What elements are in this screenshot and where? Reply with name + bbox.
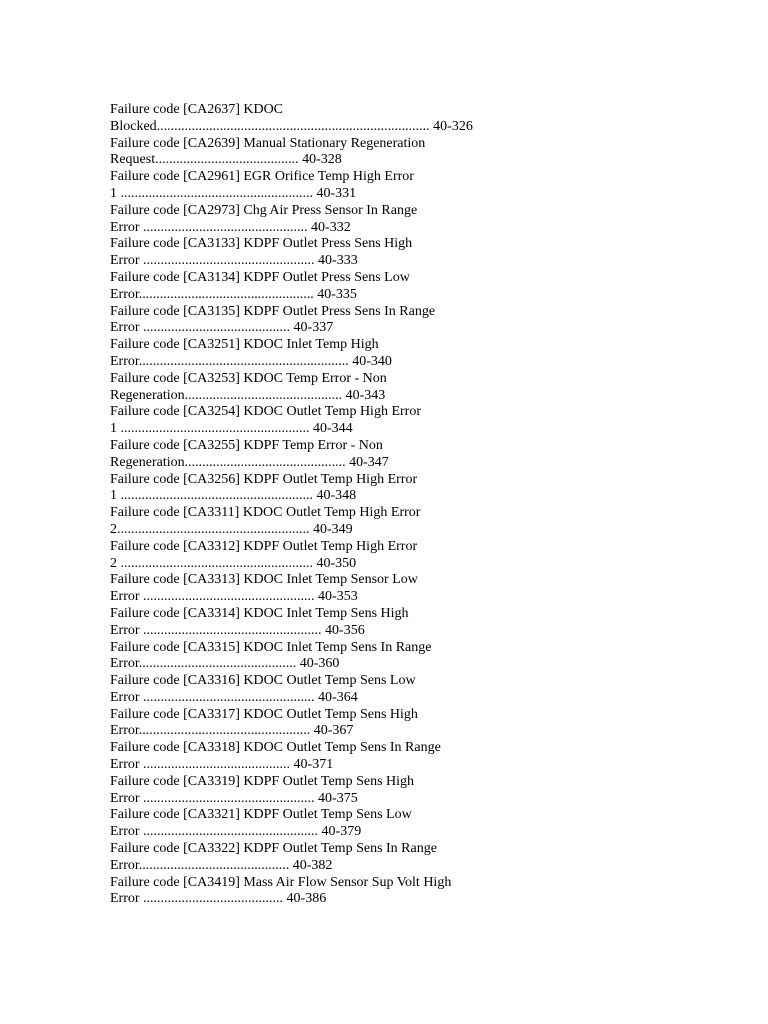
toc-entry-page-ref: Error.................................................. 40-335	[110, 286, 357, 302]
toc-entry-title: Failure code [CA3321] KDPF Outlet Temp Sens Low	[110, 807, 412, 823]
toc-entry-title: Failure code [CA3134] KDPF Outlet Press Sens Low	[110, 269, 410, 285]
toc-entry-title: Failure code [CA3253] KDOC Temp Error - Non	[110, 370, 387, 386]
toc-entry-title: Failure code [CA3133] KDPF Outlet Press Sens High	[110, 236, 413, 252]
toc-entry-page-ref: Error............................................................ 40-340	[110, 353, 392, 369]
toc-entry-page-ref: Error................................................. 40-367	[110, 723, 354, 739]
toc-entry-title: Failure code [CA3313] KDOC Inlet Temp Sensor Low	[110, 572, 418, 588]
toc-entry-title: Failure code [CA3256] KDPF Outlet Temp High Error	[110, 471, 418, 487]
toc-entry-title: Failure code [CA3254] KDOC Outlet Temp High Error	[110, 404, 421, 420]
toc-entry-page-ref: 2 ....................................................... 40-350	[110, 555, 357, 571]
table-of-contents	[110, 102, 670, 908]
toc-entry	[110, 472, 670, 506]
toc-entry-page-ref: Error ................................................... 40-356	[110, 622, 365, 638]
toc-entry-title: Failure code [CA3135] KDPF Outlet Press Sens In Range	[110, 303, 436, 319]
toc-entry	[110, 774, 670, 808]
toc-entry-page-ref: Regeneration.............................................. 40-347	[110, 454, 389, 470]
toc-entry-page-ref: 2....................................................... 40-349	[110, 521, 353, 537]
toc-entry-page-ref: Blocked.............................................................................. 40-326	[110, 118, 473, 134]
toc-entry-page-ref: Request......................................... 40-328	[110, 152, 342, 168]
toc-entry-page-ref: Error ............................................... 40-332	[110, 219, 351, 235]
toc-entry-page-ref: 1 ....................................................... 40-348	[110, 488, 357, 504]
toc-entry-title: Failure code [CA2639] Manual Stationary Regeneration	[110, 135, 426, 151]
toc-entry-title: Failure code [CA3322] KDPF Outlet Temp Sens In Range	[110, 841, 437, 857]
toc-entry-title: Failure code [CA3315] KDOC Inlet Temp Sens In Range	[110, 639, 432, 655]
toc-entry-title: Failure code [CA3255] KDPF Temp Error - Non	[110, 437, 383, 453]
toc-entry	[110, 539, 670, 573]
toc-entry-title: Failure code [CA3251] KDOC Inlet Temp High	[110, 337, 379, 353]
toc-entry	[110, 572, 670, 606]
toc-entry-page-ref: Error .......................................... 40-337	[110, 320, 334, 336]
toc-entry-page-ref: Error .................................................. 40-379	[110, 824, 362, 840]
toc-entry-title: Failure code [CA3311] KDOC Outlet Temp High Error	[110, 505, 421, 521]
toc-entry-title: Failure code [CA3318] KDOC Outlet Temp Sens In Range	[110, 740, 441, 756]
toc-entry	[110, 707, 670, 741]
toc-entry-page-ref: Error ................................................. 40-333	[110, 253, 358, 269]
toc-entry-title: Failure code [CA2973] Chg Air Press Sensor In Range	[110, 202, 418, 218]
toc-entry-page-ref: Error............................................. 40-360	[110, 656, 340, 672]
toc-entry-page-ref: 1 ...................................................... 40-344	[110, 421, 353, 437]
toc-entry-page-ref: Regeneration............................................. 40-343	[110, 387, 386, 403]
toc-entry-title: Failure code [CA2961] EGR Orifice Temp High Error	[110, 169, 414, 185]
toc-entry	[110, 875, 670, 909]
toc-entry	[110, 606, 670, 640]
toc-entry	[110, 438, 670, 472]
toc-entry-page-ref: Error ................................................. 40-364	[110, 689, 358, 705]
toc-entry	[110, 136, 670, 170]
toc-entry-title: Failure code [CA2637] KDOC	[110, 102, 284, 117]
toc-entry	[110, 841, 670, 875]
toc-entry	[110, 807, 670, 841]
toc-entry	[110, 371, 670, 405]
toc-entry-title: Failure code [CA3319] KDPF Outlet Temp Sens High	[110, 773, 415, 789]
toc-entry	[110, 404, 670, 438]
toc-entry	[110, 203, 670, 237]
toc-entry	[110, 169, 670, 203]
toc-entry	[110, 673, 670, 707]
toc-entry	[110, 236, 670, 270]
toc-entry-title: Failure code [CA3314] KDOC Inlet Temp Sens High	[110, 605, 409, 621]
toc-entry	[110, 740, 670, 774]
toc-entry	[110, 304, 670, 338]
toc-entry-title: Failure code [CA3312] KDPF Outlet Temp High Error	[110, 538, 418, 554]
toc-entry-page-ref: 1 ....................................................... 40-331	[110, 185, 357, 201]
toc-entry-page-ref: Error ........................................ 40-386	[110, 891, 327, 907]
toc-entry	[110, 640, 670, 674]
toc-entry	[110, 337, 670, 371]
toc-entry	[110, 270, 670, 304]
toc-entry	[110, 102, 670, 136]
toc-entry	[110, 505, 670, 539]
toc-entry-title: Failure code [CA3316] KDOC Outlet Temp Sens Low	[110, 673, 416, 689]
toc-entry-title: Failure code [CA3419] Mass Air Flow Sensor Sup Volt High	[110, 874, 452, 890]
toc-entry-page-ref: Error........................................... 40-382	[110, 857, 333, 873]
toc-entry-page-ref: Error ................................................. 40-353	[110, 589, 358, 605]
toc-entry-page-ref: Error ................................................. 40-375	[110, 790, 358, 806]
toc-entry-title: Failure code [CA3317] KDOC Outlet Temp Sens High	[110, 706, 418, 722]
toc-entry-page-ref: Error .......................................... 40-371	[110, 757, 334, 773]
